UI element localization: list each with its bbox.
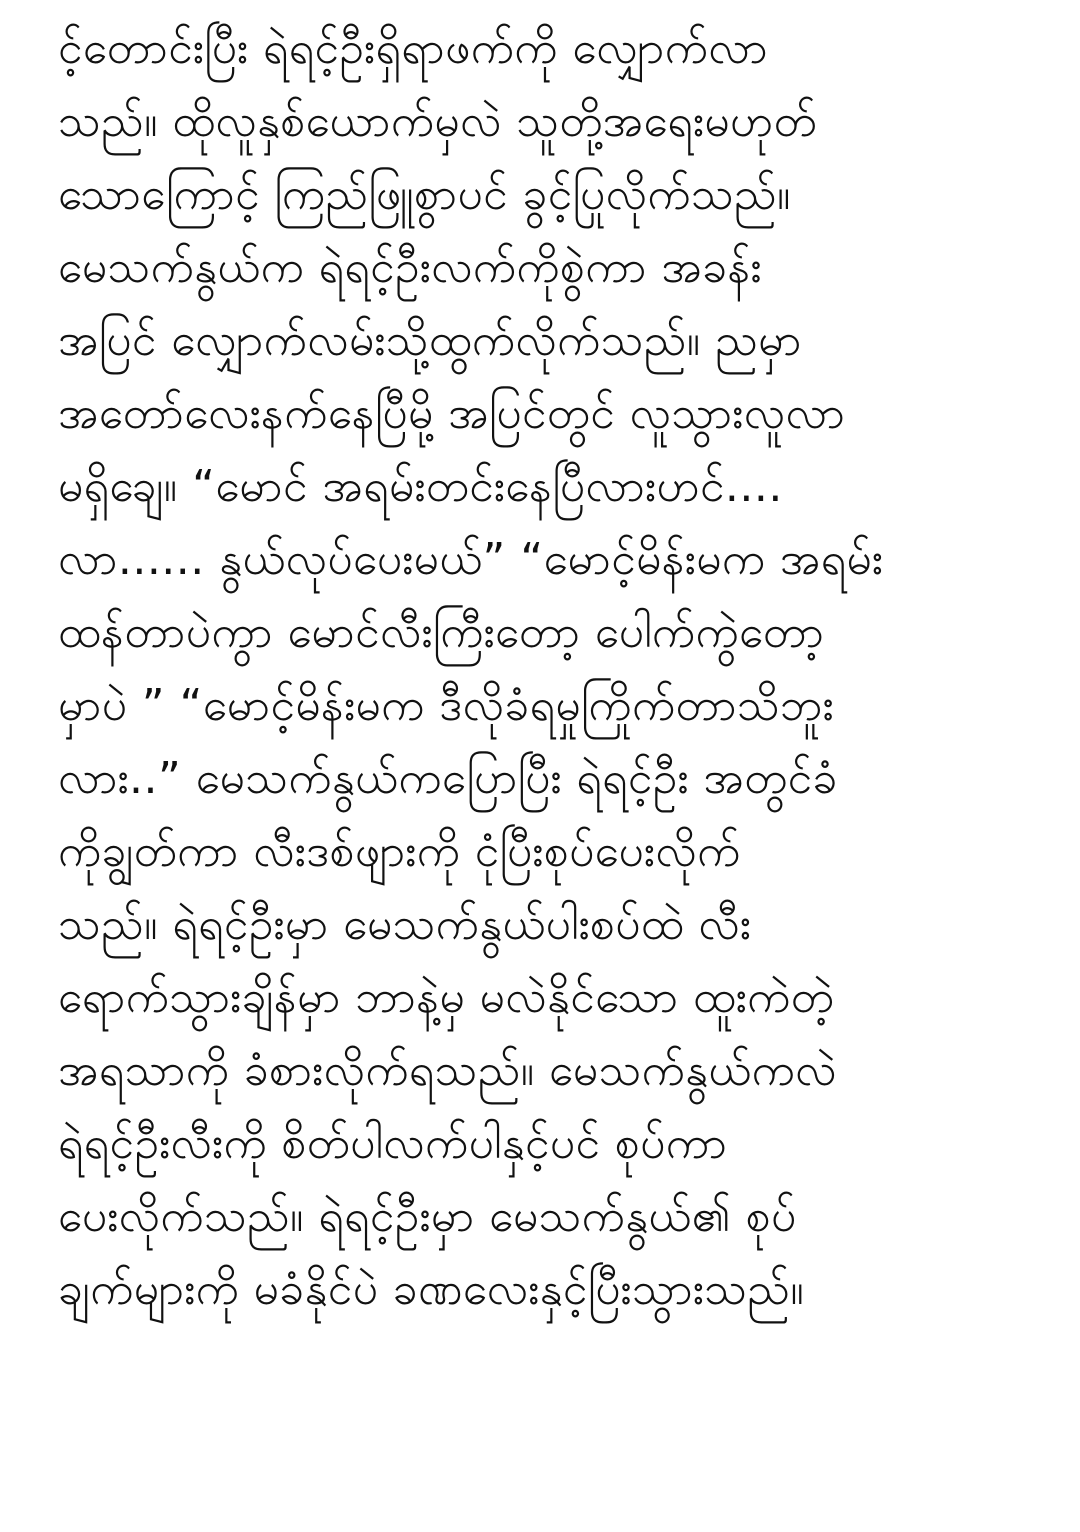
text-line: ထန်တာပဲကွာ မောင်လီးကြီးတော့ ပေါက်ကွဲတော့	[58, 607, 825, 658]
text-line: ရောက်သွားချိန်မှာ ဘာနဲ့မှ မလဲနိုင်သော ထူးကဲတဲ့	[58, 972, 835, 1023]
text-line: လား..” မေသက်နွယ်ကပြောပြီး ရဲရင့်ဦး အတွင်ခံ	[58, 753, 838, 804]
text-line: မေသက်နွယ်က ရဲရင့်ဦးလက်ကိုစွဲကာ အခန်း	[58, 242, 762, 293]
text-line: လာ...... နွယ်လုပ်ပေးမယ်” “မောင့်မိန်းမက အရမ်း	[58, 534, 884, 585]
body-text	[58, 12, 1048, 1326]
text-line: သည်။ ထိုလူနှစ်ယောက်မှလဲ သူတို့အရေးမဟုတ်	[58, 96, 817, 147]
text-line: ချက်များကို မခံနိုင်ပဲ ခဏလေးနှင့်ပြီးသွားသည်။	[58, 1264, 805, 1315]
text-line: ကိုချွတ်ကာ လီးဒစ်ဖျားကို ငုံပြီးစုပ်ပေးလိုက်	[58, 826, 741, 877]
text-line: ပေးလိုက်သည်။ ရဲရင့်ဦးမှာ မေသက်နွယ်၏ စုပ်	[58, 1191, 797, 1242]
text-line: သောကြောင့် ကြည်ဖြူစွာပင် ခွင့်ပြုလိုက်သည်။	[58, 169, 791, 220]
text-line: င့်တောင်းပြီး ရဲရင့်ဦးရှိရာဖက်ကို လျှောက်လာ	[58, 23, 769, 74]
text-line: ရဲရင့်ဦးလီးကို စိတ်ပါလက်ပါနှင့်ပင် စုပ်ကာ	[58, 1118, 728, 1169]
text-line: မှာပဲ ” “မောင့်မိန်းမက ဒီလိုခံရမှုကြိုက်တာသိဘူး	[58, 680, 835, 731]
text-line: သည်။ ရဲရင့်ဦးမှာ မေသက်နွယ်ပါးစပ်ထဲ လီး	[58, 899, 752, 950]
text-line: အတော်လေးနက်နေပြီမို့ အပြင်တွင် လူသွားလူလာ	[58, 388, 846, 439]
text-line: မရှိချေ။ “မောင် အရမ်းတင်းနေပြီလားဟင်....	[58, 461, 783, 512]
text-line: အပြင် လျှောက်လမ်းသို့ထွက်လိုက်သည်။ ညမှာ	[58, 315, 802, 366]
text-line: အရသာကို ခံစားလိုက်ရသည်။ မေသက်နွယ်ကလဲ	[58, 1045, 837, 1096]
